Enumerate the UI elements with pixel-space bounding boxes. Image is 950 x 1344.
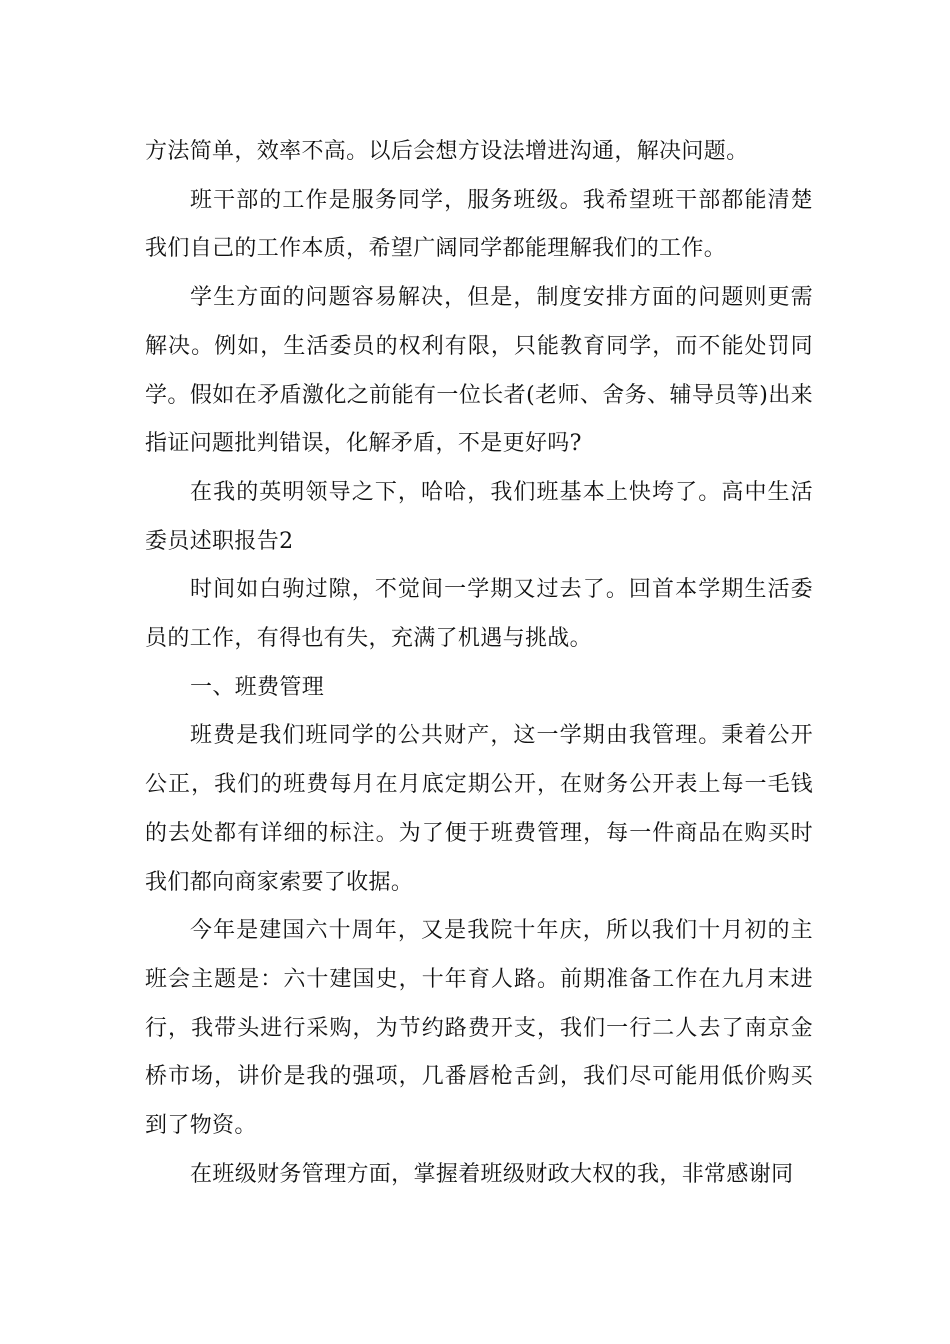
paragraph: 班干部的工作是服务同学，服务班级。我希望班干部都能清楚我们自己的工作本质，希望广阔同学都能理解我们的工作。 xyxy=(145,187,813,262)
paragraph: 今年是建国六十周年，又是我院十年庆，所以我们十月初的主班会主题是：六十建国史，十年育人路。前期准备工作在九月末进行，我带头进行采购，为节约路费开支，我们一行二人去了南京金桥市场，讲价是我的强项，几番唇枪舌剑，我们尽可能用低价购买到了物资。 xyxy=(145,918,813,1139)
paragraph: 在班级财务管理方面，掌握着班级财政大权的我，非常感谢同 xyxy=(190,1161,794,1187)
paragraph: 在我的英明领导之下，哈哈，我们班基本上快垮了。高中生活委员述职报告2 xyxy=(145,479,813,554)
section-heading: 一、班费管理 xyxy=(190,674,325,700)
paragraph: 班费是我们班同学的公共财产，这一学期由我管理。秉着公开公正，我们的班费每月在月底定期公开，在财务公开表上每一毛钱的去处都有详细的标注。为了便于班费管理，每一件商品在购买时我们都向商家索要了收据。 xyxy=(145,723,813,895)
document-body xyxy=(145,128,813,1199)
paragraph: 方法简单，效率不高。以后会想方设法增进沟通，解决问题。 xyxy=(145,139,749,164)
paragraph: 时间如白驹过隙，不觉间一学期又过去了。回首本学期生活委员的工作，有得也有失，充满了机遇与挑战。 xyxy=(145,577,813,652)
paragraph: 学生方面的问题容易解决，但是，制度安排方面的问题则更需解决。例如，生活委员的权利有限，只能教育同学，而不能处罚同学。假如在矛盾激化之前能有一位长者(老师、舍务、辅导员等)出来指证问题批判错误，化解矛盾，不是更好吗? xyxy=(145,285,813,457)
